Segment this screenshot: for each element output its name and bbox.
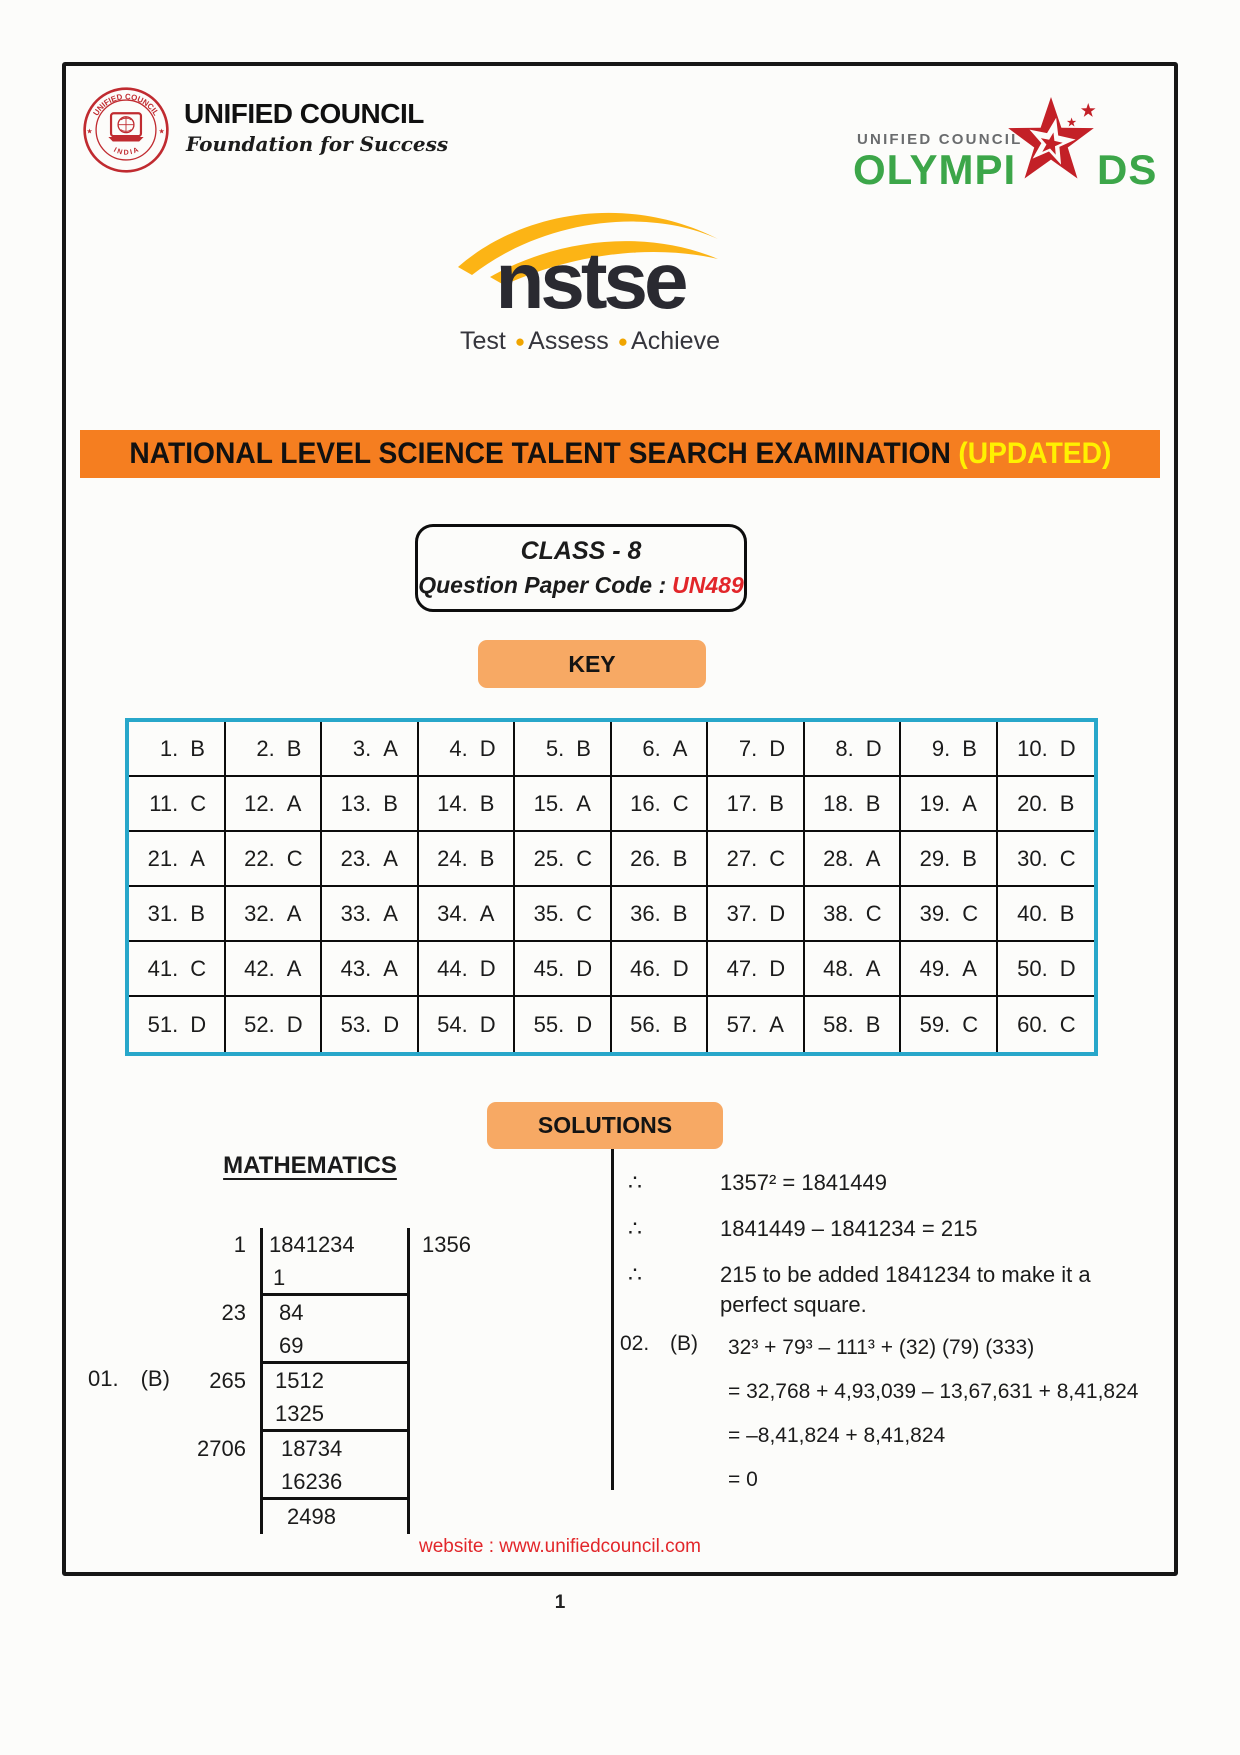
exam-title: NATIONAL LEVEL SCIENCE TALENT SEARCH EXAMINATION xyxy=(128,437,951,470)
key-answer-letter: A xyxy=(383,845,398,871)
key-cell xyxy=(901,777,998,832)
key-cell xyxy=(612,777,709,832)
key-question-number: 32. xyxy=(244,900,275,926)
key-question-number: 53. xyxy=(340,1011,372,1037)
division-cell: 1356 xyxy=(422,1232,471,1257)
key-question-number: 37. xyxy=(726,900,758,926)
key-cell xyxy=(708,832,805,887)
key-cell xyxy=(708,777,805,832)
key-question-number: 1. xyxy=(159,735,179,761)
key-cell xyxy=(322,832,419,887)
key-answer-letter: C xyxy=(576,900,593,926)
therefore-symbol: ∴ xyxy=(628,1216,642,1241)
division-cell: 1325 xyxy=(260,1398,410,1432)
olympiads-star-icon xyxy=(1001,95,1101,193)
key-question-number: 51. xyxy=(147,1011,179,1037)
working-line: 32³ + 79³ – 111³ + (32) (79) (333) xyxy=(728,1336,1035,1359)
key-cell xyxy=(805,777,902,832)
key-cell xyxy=(805,997,902,1052)
key-cell xyxy=(515,722,612,777)
key-cell xyxy=(129,722,226,777)
key-question-number: 24. xyxy=(437,845,468,871)
key-question-number: 15. xyxy=(533,790,565,816)
key-answer-letter: D xyxy=(672,955,689,981)
key-question-number: 55. xyxy=(533,1011,565,1037)
svg-text:★: ★ xyxy=(86,128,93,136)
key-question-number: 27. xyxy=(726,845,758,871)
key-cell xyxy=(805,942,902,997)
division-cell xyxy=(410,1466,500,1500)
key-cell xyxy=(419,832,516,887)
key-answer-letter: D xyxy=(383,1011,400,1037)
key-cell xyxy=(226,777,323,832)
key-question-number: 45. xyxy=(533,955,565,981)
key-cell xyxy=(998,832,1095,887)
key-answer-letter: D xyxy=(769,900,786,926)
key-cell xyxy=(612,887,709,942)
key-question-number: 42. xyxy=(244,955,275,981)
division-cell: 16236 xyxy=(260,1466,410,1500)
key-question-number: 6. xyxy=(642,735,661,761)
key-question-number: 47. xyxy=(726,955,758,981)
key-table xyxy=(125,718,1098,1056)
therefore-symbol: ∴ xyxy=(628,1170,642,1195)
key-question-number: 8. xyxy=(835,735,854,761)
key-cell xyxy=(226,832,323,887)
key-answer-letter: D xyxy=(479,1011,496,1037)
key-question-number: 40. xyxy=(1017,900,1048,926)
key-question-number: 5. xyxy=(545,735,565,761)
division-cell xyxy=(410,1296,500,1330)
key-answer-letter: B xyxy=(865,790,881,816)
key-question-number: 17. xyxy=(726,790,758,816)
key-cell xyxy=(419,997,516,1052)
key-answer-letter: B xyxy=(1059,790,1075,816)
tagline-word: Achieve xyxy=(631,327,720,355)
key-cell xyxy=(998,887,1095,942)
key-cell xyxy=(612,722,709,777)
division-cell xyxy=(410,1398,500,1432)
key-cell xyxy=(515,832,612,887)
key-question-number: 16. xyxy=(630,790,661,816)
key-answer-letter: A xyxy=(962,955,977,981)
division-cell: 69 xyxy=(260,1330,410,1364)
key-cell xyxy=(322,997,419,1052)
nstse-tagline xyxy=(420,327,760,356)
division-cell xyxy=(410,1432,500,1466)
key-answer-letter: B xyxy=(962,735,977,761)
division-cell: 2498 xyxy=(260,1500,410,1534)
council-logo-tagline: Foundation for Success xyxy=(186,132,449,156)
key-question-number: 46. xyxy=(630,955,661,981)
key-question-number: 41. xyxy=(147,955,179,981)
key-cell xyxy=(419,722,516,777)
nstse-wordmark: nstse xyxy=(495,236,685,325)
key-answer-letter: B xyxy=(286,735,302,761)
key-question-number: 21. xyxy=(147,845,179,871)
key-cell xyxy=(515,777,612,832)
code-value: UN489 xyxy=(672,572,744,598)
key-answer-letter: D xyxy=(190,1011,207,1037)
key-question-number: 54. xyxy=(437,1011,468,1037)
key-question-number: 39. xyxy=(919,900,951,926)
key-answer-letter: A xyxy=(383,900,398,926)
key-question-number: 49. xyxy=(919,955,951,981)
key-cell xyxy=(226,722,323,777)
key-answer-letter: A xyxy=(962,790,977,816)
key-cell xyxy=(998,942,1095,997)
division-cell: 1 xyxy=(233,1232,246,1257)
key-cell xyxy=(612,997,709,1052)
key-question-number: 36. xyxy=(630,900,661,926)
division-cell xyxy=(410,1500,500,1534)
key-answer-letter: A xyxy=(286,790,302,816)
class-code-box xyxy=(415,524,747,612)
key-question-number: 33. xyxy=(340,900,372,926)
key-question-number: 58. xyxy=(823,1011,854,1037)
key-answer-letter: B xyxy=(672,900,688,926)
key-question-number: 28. xyxy=(823,845,854,871)
key-cell xyxy=(901,942,998,997)
key-question-number: 4. xyxy=(449,735,468,761)
key-cell xyxy=(612,942,709,997)
key-answer-letter: C xyxy=(1059,845,1076,871)
key-cell xyxy=(901,722,998,777)
key-question-number: 44. xyxy=(437,955,468,981)
key-question-number: 35. xyxy=(533,900,565,926)
key-answer-letter: A xyxy=(479,900,495,926)
division-cell xyxy=(178,1398,260,1432)
key-question-number: 11. xyxy=(149,790,179,816)
svg-text:★: ★ xyxy=(158,128,165,136)
key-question-number: 31. xyxy=(147,900,179,926)
exam-title-banner xyxy=(80,430,1160,478)
key-answer-letter: D xyxy=(769,955,786,981)
key-question-number: 12. xyxy=(244,790,275,816)
key-question-number: 23. xyxy=(340,845,372,871)
olympiads-small-text: UNIFIED COUNCIL xyxy=(857,131,1023,148)
key-answer-letter: D xyxy=(769,735,786,761)
division-cell: 1841234 xyxy=(260,1228,410,1262)
olympiads-word-left: OLYMPI xyxy=(853,146,1017,193)
division-cell xyxy=(178,1330,260,1364)
subject-heading: MATHEMATICS xyxy=(223,1152,397,1179)
key-answer-letter: A xyxy=(286,900,302,926)
key-answer-letter: C xyxy=(576,845,593,871)
key-answer-letter: C xyxy=(672,790,689,816)
key-question-number: 30. xyxy=(1017,845,1048,871)
class-label: CLASS - 8 xyxy=(520,537,642,565)
key-question-number: 38. xyxy=(823,900,854,926)
key-cell xyxy=(708,997,805,1052)
unified-council-seal-icon xyxy=(82,86,170,174)
key-answer-letter: D xyxy=(576,1011,593,1037)
key-question-number: 19. xyxy=(919,790,951,816)
solutions-heading: SOLUTIONS xyxy=(487,1102,723,1149)
tagline-word: Test xyxy=(460,327,506,355)
key-cell xyxy=(129,832,226,887)
division-cell xyxy=(178,1466,260,1500)
key-cell xyxy=(322,722,419,777)
key-cell xyxy=(515,997,612,1052)
question-02-working xyxy=(728,1332,1164,1508)
division-cell xyxy=(178,1500,260,1534)
key-question-number: 50. xyxy=(1017,955,1048,981)
key-cell xyxy=(805,887,902,942)
page-number: 1 xyxy=(554,1592,566,1613)
key-cell xyxy=(515,942,612,997)
division-cell: 23 xyxy=(221,1300,246,1325)
key-question-number: 7. xyxy=(738,735,758,761)
key-answer-letter: D xyxy=(1059,735,1076,761)
division-grid xyxy=(178,1228,500,1534)
olympiads-logo xyxy=(853,95,1175,199)
key-question-number: 20. xyxy=(1017,790,1048,816)
key-question-number: 14. xyxy=(437,790,468,816)
key-question-number: 57. xyxy=(726,1011,758,1037)
globe-monitor-icon xyxy=(108,113,143,141)
key-answer-letter: A xyxy=(383,735,398,761)
division-cell xyxy=(410,1262,500,1296)
key-cell xyxy=(998,777,1095,832)
key-answer-letter: C xyxy=(865,900,882,926)
svg-text:I N D I A xyxy=(112,147,139,157)
key-answer-letter: C xyxy=(190,790,207,816)
solution-note xyxy=(620,1214,1132,1244)
key-cell xyxy=(708,722,805,777)
key-question-number: 2. xyxy=(256,735,275,761)
key-question-number: 25. xyxy=(533,845,565,871)
tagline-dot-icon: ● xyxy=(514,332,526,351)
key-cell xyxy=(515,887,612,942)
key-answer-letter: C xyxy=(286,845,303,871)
key-question-number: 34. xyxy=(437,900,468,926)
key-cell xyxy=(322,887,419,942)
therefore-symbol: ∴ xyxy=(628,1262,642,1287)
division-cell xyxy=(410,1364,500,1398)
seal-bottom-text: I N D I A xyxy=(112,146,140,157)
key-question-number: 22. xyxy=(244,845,275,871)
key-question-number: 3. xyxy=(352,735,372,761)
key-cell xyxy=(419,942,516,997)
key-cell xyxy=(805,722,902,777)
key-answer-letter: B xyxy=(672,845,688,871)
key-answer-letter: B xyxy=(190,900,205,926)
key-question-number: 10. xyxy=(1017,735,1048,761)
key-cell xyxy=(708,887,805,942)
key-question-number: 52. xyxy=(244,1011,275,1037)
key-answer-letter: C xyxy=(962,900,979,926)
division-cell xyxy=(410,1330,500,1364)
key-answer-letter: C xyxy=(962,1011,979,1037)
updated-tag: (UPDATED) xyxy=(958,437,1112,470)
key-answer-letter: A xyxy=(190,845,205,871)
key-cell xyxy=(419,777,516,832)
solution-notes xyxy=(620,1168,1132,1336)
key-answer-letter: B xyxy=(672,1011,688,1037)
key-cell xyxy=(901,887,998,942)
division-cell xyxy=(178,1262,260,1296)
key-cell xyxy=(708,942,805,997)
key-answer-letter: B xyxy=(383,790,398,816)
division-cell: 1 xyxy=(260,1262,410,1296)
key-answer-letter: A xyxy=(383,955,398,981)
key-cell xyxy=(901,832,998,887)
council-logo-name: UNIFIED COUNCIL xyxy=(184,98,424,129)
key-question-number: 56. xyxy=(630,1011,661,1037)
key-cell xyxy=(129,997,226,1052)
key-answer-letter: C xyxy=(190,955,207,981)
key-cell xyxy=(419,887,516,942)
key-answer-letter: B xyxy=(190,735,205,761)
column-divider-line xyxy=(611,1148,614,1490)
key-answer-letter: A xyxy=(865,955,881,981)
key-answer-letter: A xyxy=(769,1011,784,1037)
working-line: = –8,41,824 + 8,41,824 xyxy=(728,1424,946,1447)
key-answer-letter: D xyxy=(479,955,496,981)
key-question-number: 18. xyxy=(823,790,854,816)
division-cell: 18734 xyxy=(260,1432,410,1466)
division-cell: 2706 xyxy=(197,1436,246,1461)
key-cell xyxy=(322,777,419,832)
key-cell xyxy=(226,997,323,1052)
key-question-number: 26. xyxy=(630,845,661,871)
key-answer-letter: A xyxy=(672,735,688,761)
key-question-number: 29. xyxy=(919,845,951,871)
question-02-block xyxy=(620,1332,1164,1508)
website-link[interactable]: website : www.unifiedcouncil.com xyxy=(419,1536,701,1557)
key-answer-letter: B xyxy=(865,1011,881,1037)
question-01-number: 01. xyxy=(88,1366,119,1391)
key-answer-letter: A xyxy=(865,845,881,871)
key-cell xyxy=(226,887,323,942)
key-question-number: 13. xyxy=(340,790,372,816)
division-cell: 84 xyxy=(260,1296,410,1330)
question-01-answer: (B) xyxy=(140,1366,170,1391)
key-answer-letter: B xyxy=(479,790,495,816)
division-cell: 1512 xyxy=(260,1364,410,1398)
working-line: = 32,768 + 4,93,039 – 13,67,631 + 8,41,824 xyxy=(728,1380,1139,1403)
question-02-answer: (B) xyxy=(670,1332,698,1355)
key-question-number: 9. xyxy=(931,735,951,761)
key-question-number: 48. xyxy=(823,955,854,981)
division-cell: 265 xyxy=(209,1368,246,1393)
key-answer-letter: A xyxy=(576,790,591,816)
key-answer-letter: D xyxy=(286,1011,303,1037)
key-answer-letter: D xyxy=(865,735,882,761)
question-02-number: 02. xyxy=(620,1332,650,1355)
key-answer-letter: C xyxy=(1059,1011,1076,1037)
key-answer-letter: A xyxy=(286,955,302,981)
key-cell xyxy=(129,942,226,997)
key-cell xyxy=(805,832,902,887)
code-label: Question Paper Code : xyxy=(418,572,667,598)
key-question-number: 60. xyxy=(1017,1011,1048,1037)
note-text: 215 to be added 1841234 to make it a perfect square. xyxy=(720,1262,1091,1317)
key-answer-letter: B xyxy=(962,845,977,871)
key-cell xyxy=(998,722,1095,777)
solution-note xyxy=(620,1260,1132,1320)
key-question-number: 59. xyxy=(919,1011,951,1037)
seal-top-text: UNIFIED COUNCIL xyxy=(91,92,161,118)
key-answer-letter: C xyxy=(769,845,786,871)
tagline-word: Assess xyxy=(528,327,609,355)
key-answer-letter: B xyxy=(769,790,784,816)
key-answer-letter: B xyxy=(479,845,495,871)
note-text: 1841449 – 1841234 = 215 xyxy=(720,1216,978,1241)
key-cell xyxy=(612,832,709,887)
tagline-dot-icon: ● xyxy=(617,332,629,351)
working-line: = 0 xyxy=(728,1468,758,1491)
key-cell xyxy=(129,887,226,942)
question-paper-code-line xyxy=(418,572,744,599)
key-answer-letter: D xyxy=(1059,955,1076,981)
key-answer-letter: D xyxy=(576,955,593,981)
key-cell xyxy=(998,997,1095,1052)
note-text: 1357² = 1841449 xyxy=(720,1170,887,1195)
key-answer-letter: B xyxy=(576,735,591,761)
olympiads-word-right: DS xyxy=(1097,146,1158,193)
key-heading: KEY xyxy=(478,640,706,688)
question-01-label xyxy=(88,1366,170,1392)
key-answer-letter: B xyxy=(1059,900,1075,926)
key-cell xyxy=(901,997,998,1052)
solution-note xyxy=(620,1168,1132,1198)
key-cell xyxy=(129,777,226,832)
key-cell xyxy=(322,942,419,997)
key-cell xyxy=(226,942,323,997)
key-answer-letter: D xyxy=(479,735,496,761)
key-question-number: 43. xyxy=(340,955,372,981)
